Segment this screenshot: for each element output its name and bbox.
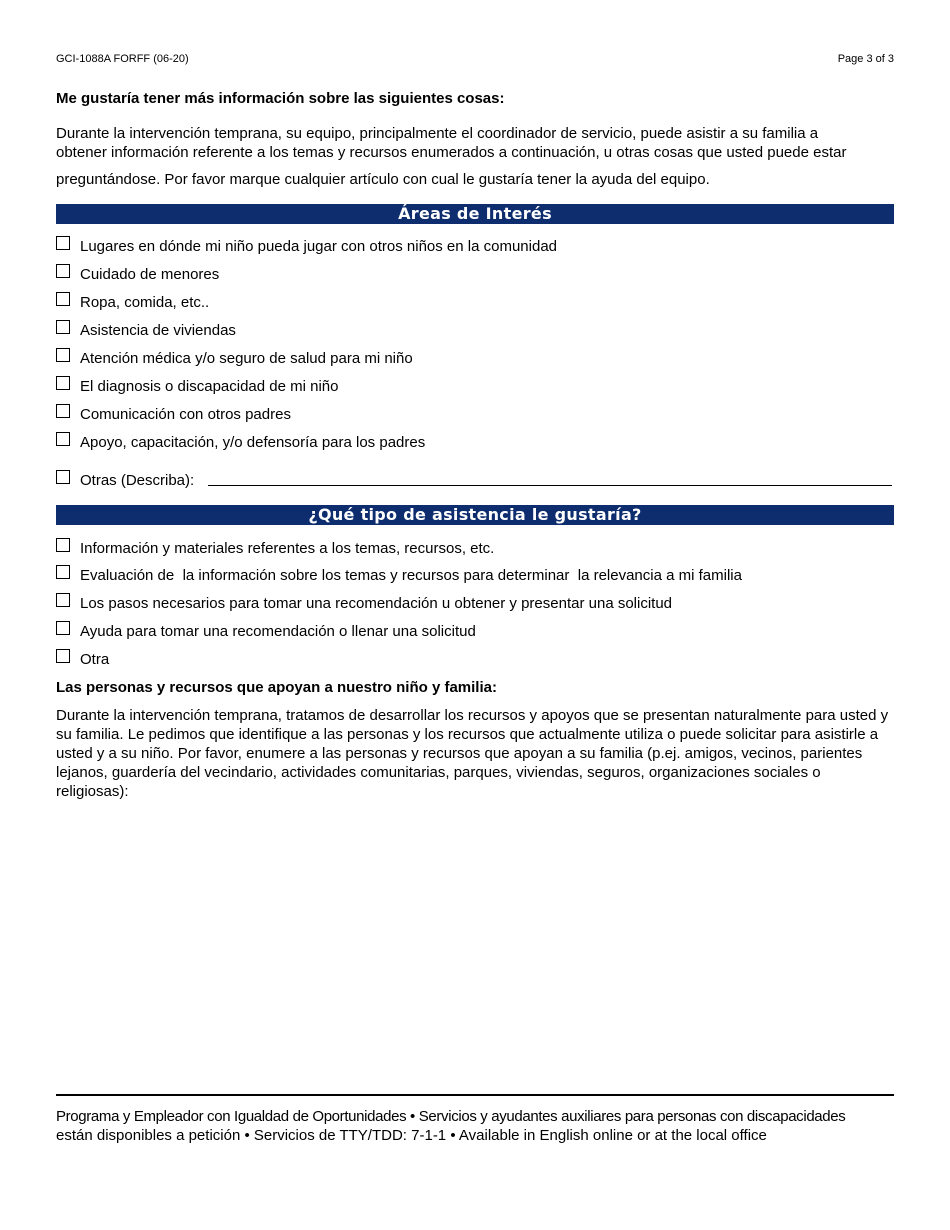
areas-option[interactable] [56,264,219,284]
checkbox[interactable] [56,649,70,663]
checkbox[interactable] [56,593,70,607]
option-label: Apoyo, capacitación, y/o defensoría para los padres [80,433,426,451]
option-label: Otra [80,650,110,668]
supports-heading: Las personas y recursos que apoyan a nuestro niño y familia: [56,679,497,696]
checkbox[interactable] [56,470,70,484]
checkbox[interactable] [56,404,70,418]
checkbox[interactable] [56,264,70,278]
page-number: Page 3 of 3 [837,53,894,65]
option-label: Otras (Describa): [80,471,195,489]
intro-line: Durante la intervención temprana, su equipo, principalmente el coordinador de servicio, puede asistir a su familia a [56,125,819,142]
option-label: Cuidado de menores [80,265,220,283]
info-intro [56,124,896,189]
supports-text: Durante la intervención temprana, tratamos de desarrollar los recursos y apoyos que se presentan naturalmente para usted y su familia. Le pedimos que identifique a las personas y los recursos que actualmente utiliza o puede solicitar para asistirle a usted y a su niño. Por favor, enumere a las personas y recursos que apoyan a su familia (p.ej. amigos, vecinos, parientes lejanos, guardería del vecindario, actividades comunitarias, parques, viviendas, seguros, organizaciones sociales o religiosas): [56,707,889,800]
areas-option[interactable] [56,376,339,396]
areas-section-title: Áreas de Interés [56,204,894,224]
assistance-option[interactable] [56,565,742,585]
checkbox[interactable] [56,376,70,390]
checkbox[interactable] [56,236,70,250]
assistance-option[interactable] [56,593,672,613]
areas-option[interactable] [56,432,425,452]
intro-line: preguntándose. Por favor marque cualquier artículo con cual le gustaría tener la ayuda del equipo. [56,171,710,188]
assistance-section-title: ¿Qué tipo de asistencia le gustaría? [56,505,894,525]
footer-line: Programa y Empleador con Igualdad de Oportunidades • Servicios y ayudantes auxiliares para personas con discapacidades [56,1108,846,1125]
option-label: Atención médica y/o seguro de salud para mi niño [80,349,413,367]
assistance-option[interactable] [56,621,476,641]
option-label: Ayuda para tomar una recomendación o llenar una solicitud [80,622,476,640]
option-label: Evaluación de la información sobre los temas y recursos para determinar la relevancia a mi familia [80,566,742,584]
option-label: Información y materiales referentes a los temas, recursos, etc. [80,539,495,557]
areas-option-other[interactable] [56,470,194,490]
form-id: GCI-1088A FORFF (06-20) [56,53,189,65]
footer [56,1107,896,1145]
checkbox[interactable] [56,320,70,334]
other-describe-field[interactable] [208,485,892,486]
areas-option[interactable] [56,292,209,312]
assistance-option[interactable] [56,538,494,558]
checkbox[interactable] [56,621,70,635]
option-label: Ropa, comida, etc.. [80,293,210,311]
intro-line: obtener información referente a los temas y recursos enumerados a continuación, u otras cosas que usted puede estar [56,144,847,161]
checkbox[interactable] [56,565,70,579]
areas-option[interactable] [56,236,557,256]
option-label: Asistencia de viviendas [80,321,236,339]
checkbox[interactable] [56,292,70,306]
checkbox[interactable] [56,348,70,362]
footer-divider [56,1094,894,1096]
assistance-option[interactable] [56,649,109,669]
footer-line: están disponibles a petición • Servicios de TTY/TDD: 7-1-1 • Available in English online or at the local office [56,1127,767,1144]
checkbox[interactable] [56,432,70,446]
info-heading: Me gustaría tener más información sobre las siguientes cosas: [56,90,505,107]
option-label: El diagnosis o discapacidad de mi niño [80,377,339,395]
areas-option[interactable] [56,404,291,424]
areas-option[interactable] [56,348,413,368]
option-label: Los pasos necesarios para tomar una recomendación u obtener y presentar una solicitud [80,594,673,612]
option-label: Comunicación con otros padres [80,405,291,423]
areas-option[interactable] [56,320,236,340]
checkbox[interactable] [56,538,70,552]
option-label: Lugares en dónde mi niño pueda jugar con otros niños en la comunidad [80,237,557,255]
